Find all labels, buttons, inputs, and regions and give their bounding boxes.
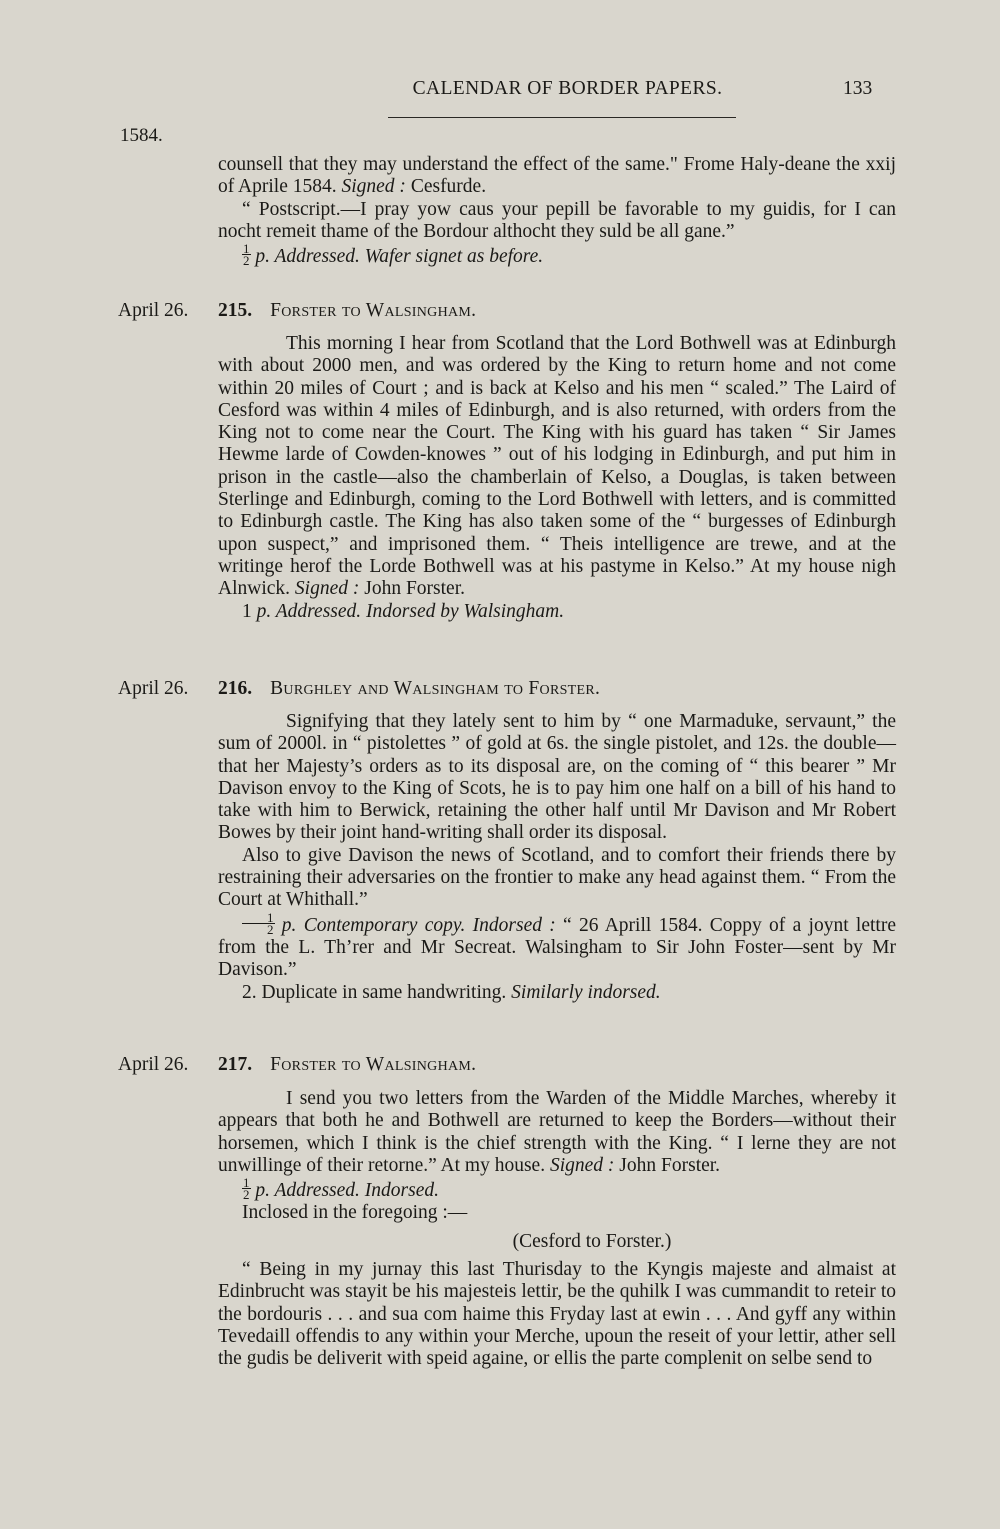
signed-name: John Forster.: [614, 1154, 721, 1176]
entry-text: This morning I hear from Scotland that the Lord Bothwell was at Edinburgh with about 2000 men, and was ordered by the King to return home and not come within 20 miles of Court ; and is back at Kelso and his men “ scaled.” The Laird of Cesford was within 4 miles of Edinburgh, and is also returned, with orders from the King not to come near the Court. The King with his guard has taken “ Sir James Hewme larde of Cowden-knowes ” out of his lodging in Edinburgh, and put him in prison in the castle—also the chamberlain of Kelso, a Douglas, is taken between Sterlinge and Edinburgh, coming to the Lord Bothwell with letters, and is committed to Edinburgh castle. The King has also taken some of the “ burgesses of Edinburgh upon suspect,” and imprisoned them. “ Theis intelligence are trewe, and at the writinge herof the Lorde Bothwell was at his pastyme in Kelso.” At my house nigh Alnwick. Signed : John Forster.: [218, 333, 896, 600]
entry-number: 217.: [218, 1054, 253, 1075]
entry-title: Forster to Walsingham.: [270, 300, 477, 321]
entry-text-continued: Also to give Davison the news of Scotland, and to comfort their friends there by restraining their adversaries on the frontier to make any head against them. “ From the Court at Whithall.”: [218, 844, 896, 911]
entry-text: I send you two letters from the Warden of the Middle Marches, whereby it appears that both he and Bothwell are returned to keep the Borders—without their horsemen, which I think is the chief strength with the King. “ I lerne they are not unwillinge of their retorne.” At my house. Signed : John Forster.: [218, 1088, 896, 1176]
enclosure-text: “ Being in my jurnay this last Thurisday to the Kyngis majeste and almaist at Edinbrucht was stayit be his majesteis lettir, be the quhilk I was cummandit to reteir to the bordouris . . . and sua com haime this Fryday last at ewin . . . And gyff any within Tevedaill offendis to any within your Merche, upoun the reseit of your lettir, ather sell the gudis be deliverit with speid againe, or ellis the parte complenit on selbe send to: [218, 1259, 896, 1370]
entry-body-215: [218, 333, 896, 623]
note-text: p. Addressed. Wafer signet as before.: [255, 246, 544, 268]
signed-name: John Forster.: [359, 578, 465, 600]
running-title: CALENDAR OF BORDER PAPERS.: [412, 78, 723, 99]
continuation-line-1: counsell that they may understand the effect of the same." Frome Haly-: [218, 154, 785, 175]
signed-label: Signed :: [341, 176, 406, 198]
enclosure-title: (Cesford to Forster.): [512, 1230, 672, 1252]
entry-heading-217: [218, 1054, 476, 1076]
fraction: $\frac{1}{2}$: [243, 241, 250, 269]
entry-title: Burghley and Walsingham to Forster.: [270, 678, 601, 699]
continuation-note: [218, 243, 896, 268]
entry-number: 215.: [218, 300, 253, 321]
continuation-line-2: deane the xxij of Aprile 1584.: [218, 154, 896, 198]
header-rule: [388, 117, 736, 118]
entry-heading-216: [218, 678, 600, 700]
continuation-text: [218, 154, 896, 199]
entry-note: 1 p. Addressed. Indorsed by Walsingham.: [242, 600, 565, 622]
entry-body-217: [218, 1088, 896, 1371]
entry-note: $\frac{1}{2}$ p. Contemporary copy. Indorsed : “ 26 Aprill 1584. Coppy of a joynt lettre from the L. Th’rer and Mr Secreat. Walsingham to Sir John Foster—sent by Mr Davison.”: [218, 909, 896, 981]
signed-name: Cesfurde.: [405, 176, 487, 198]
entry-title: Forster to Walsingham.: [270, 1054, 477, 1075]
signed-label: Signed :: [549, 1154, 615, 1176]
year-margin: 1584.: [120, 125, 163, 146]
entry-date-215: April 26.: [118, 300, 189, 321]
postscript: “ Postscript.—I pray yow caus your pepill be favorable to my guidis, for I can nocht remeit thame of the Bordour althocht they suld be all gane.”: [218, 198, 896, 242]
entry-body-216: [218, 711, 896, 1004]
entry-date-217: April 26.: [118, 1054, 189, 1075]
entry-note-2: 2. Duplicate in same handwriting. Similarly indorsed.: [242, 981, 661, 1003]
entry-heading-215: [218, 300, 476, 322]
continuation-block: [218, 154, 896, 268]
page-number: 133: [843, 78, 873, 99]
fraction: $\frac{1}{2}$: [243, 1175, 250, 1203]
enclosure-line: Inclosed in the foregoing :—: [242, 1202, 468, 1224]
fraction: $\frac{1}{2}$: [242, 912, 275, 935]
entry-date-216: April 26.: [118, 678, 189, 699]
signed-label: Signed :: [294, 578, 360, 600]
entry-note: $\frac{1}{2}$ p. Addressed. Indorsed.: [243, 1175, 439, 1203]
entry-text: Signifying that they lately sent to him by “ one Marmaduke, servaunt,” the sum of 2000l. in “ pistolettes ” of gold at 6s. the single pistolet, and 12s. the double—that her Majesty’s orders as to its disposal are, on the coming of “ this bearer ” Mr Davison envoy to the King of Scots, he is to pay him one half on a bill of his hand to take with him to Berwick, retaining the other half until Mr Davison and Mr Robert Bowes by their joint hand-writing shall order its disposal.: [218, 711, 896, 844]
entry-number: 216.: [218, 678, 253, 699]
